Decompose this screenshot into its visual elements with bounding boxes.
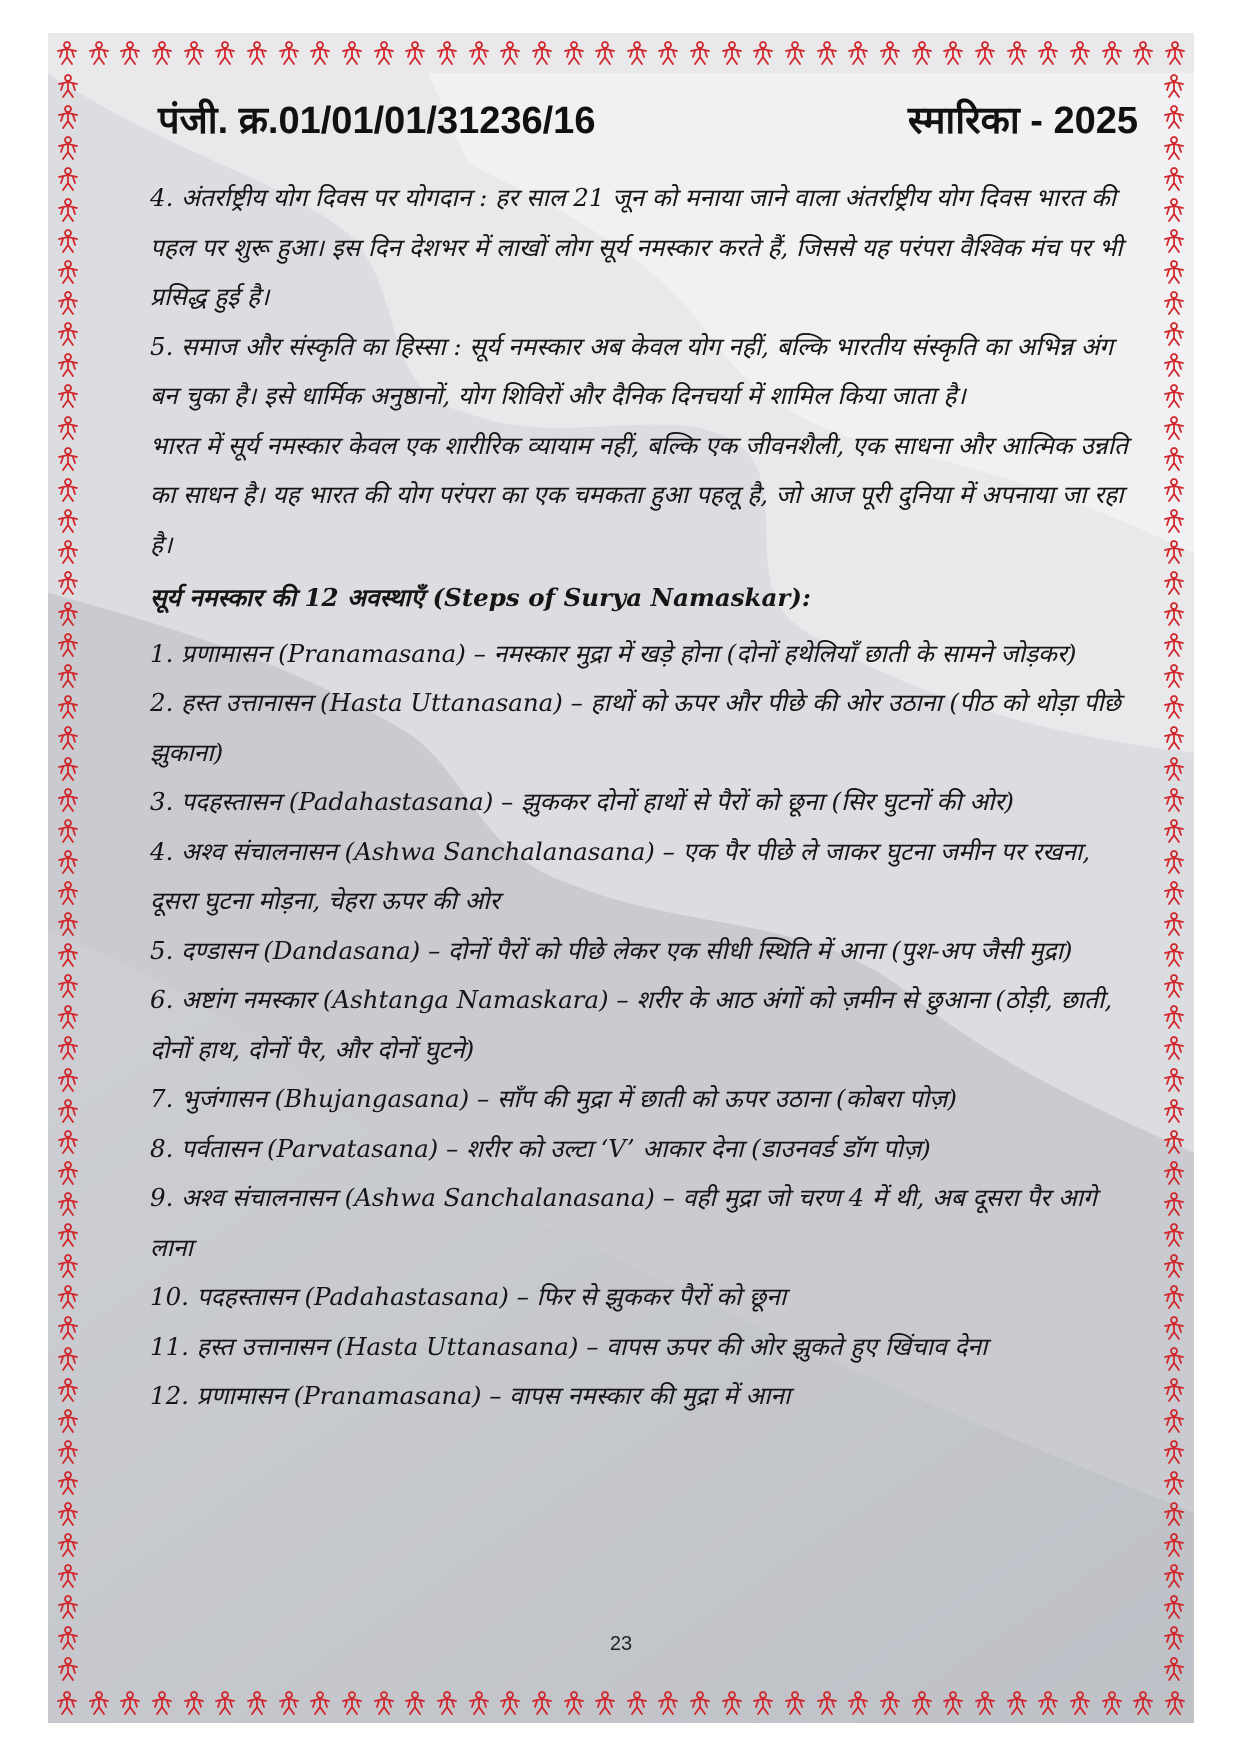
yoga-figure-icon: [1161, 197, 1187, 223]
yoga-figure-icon: [55, 756, 81, 782]
yoga-figure-icon: [1035, 1690, 1061, 1716]
yoga-figure-icon: [244, 40, 270, 66]
yoga-figure-icon: [55, 1160, 81, 1186]
yoga-figure-icon: [55, 1253, 81, 1279]
page-content: [150, 173, 1140, 1421]
yoga-figure-icon: [909, 40, 935, 66]
yoga-figure-icon: [55, 1191, 81, 1217]
yoga-figure-icon: [55, 632, 81, 658]
yoga-figure-icon: [339, 40, 365, 66]
yoga-figure-icon: [1161, 415, 1187, 441]
yoga-figure-icon: [1161, 570, 1187, 596]
yoga-figure-icon: [782, 40, 808, 66]
border-right: [1154, 73, 1194, 1683]
yoga-figure-icon: [814, 1690, 840, 1716]
yoga-figure-icon: [1004, 40, 1030, 66]
yoga-figure-icon: [149, 40, 175, 66]
yoga-figure-icon: [1161, 1563, 1187, 1589]
step-6: 6. अष्टांग नमस्कार (Ashtanga Namaskara) – शरीर के आठ अंगों को ज़मीन से छुआना (ठोड़ी, छाती, दोनों हाथ, दोनों पैर, और दोनों घुटने): [150, 985, 1113, 1064]
yoga-figure-icon: [1161, 477, 1187, 503]
yoga-figure-icon: [972, 1690, 998, 1716]
yoga-figure-icon: [1099, 1690, 1125, 1716]
registration-number: पंजी. क्र.01/01/01/31236/16: [158, 100, 596, 142]
yoga-figure-icon: [55, 1656, 81, 1682]
yoga-figure-icon: [55, 570, 81, 596]
yoga-figure-icon: [1161, 166, 1187, 192]
yoga-figure-icon: [1161, 1346, 1187, 1372]
step-11: 11. हस्त उत्तानासन (Hasta Uttanasana) – वापस ऊपर की ओर झुकते हुए खिंचाव देना: [150, 1331, 988, 1361]
yoga-figure-icon: [55, 1439, 81, 1465]
yoga-figure-icon: [1130, 40, 1156, 66]
yoga-figure-icon: [55, 1067, 81, 1093]
yoga-figure-icon: [655, 40, 681, 66]
yoga-figure-icon: [1161, 725, 1187, 751]
yoga-figure-icon: [1161, 1035, 1187, 1061]
yoga-figure-icon: [55, 694, 81, 720]
yoga-figure-icon: [877, 1690, 903, 1716]
yoga-figure-icon: [54, 1690, 80, 1716]
border-left: [48, 73, 88, 1683]
yoga-figure-icon: [55, 1532, 81, 1558]
yoga-figure-icon: [845, 1690, 871, 1716]
yoga-figure-icon: [55, 1284, 81, 1310]
yoga-figure-icon: [371, 1690, 397, 1716]
yoga-figure-icon: [55, 1408, 81, 1434]
yoga-figure-icon: [1161, 508, 1187, 534]
yoga-figure-icon: [55, 1501, 81, 1527]
yoga-figure-icon: [940, 40, 966, 66]
yoga-figure-icon: [181, 40, 207, 66]
yoga-figure-icon: [55, 1563, 81, 1589]
yoga-figure-icon: [55, 539, 81, 565]
yoga-figure-icon: [55, 352, 81, 378]
yoga-figure-icon: [1161, 539, 1187, 565]
yoga-figure-icon: [1161, 1501, 1187, 1527]
yoga-figure-icon: [814, 40, 840, 66]
yoga-figure-icon: [402, 40, 428, 66]
yoga-figure-icon: [497, 40, 523, 66]
yoga-figure-icon: [55, 477, 81, 503]
yoga-figure-icon: [1161, 1594, 1187, 1620]
yoga-figure-icon: [434, 1690, 460, 1716]
yoga-figure-icon: [1161, 1439, 1187, 1465]
yoga-figure-icon: [55, 290, 81, 316]
yoga-figure-icon: [307, 40, 333, 66]
yoga-figure-icon: [149, 1690, 175, 1716]
yoga-figure-icon: [1161, 1656, 1187, 1682]
yoga-figure-icon: [1161, 104, 1187, 130]
yoga-figure-icon: [307, 1690, 333, 1716]
yoga-figure-icon: [497, 1690, 523, 1716]
yoga-figure-icon: [1161, 321, 1187, 347]
yoga-figure-icon: [592, 40, 618, 66]
yoga-figure-icon: [244, 1690, 270, 1716]
yoga-figure-icon: [845, 40, 871, 66]
yoga-figure-icon: [1067, 40, 1093, 66]
step-12: 12. प्रणामासन (Pranamasana) – वापस नमस्कार की मुद्रा में आना: [150, 1381, 791, 1410]
yoga-figure-icon: [339, 1690, 365, 1716]
yoga-figure-icon: [719, 40, 745, 66]
yoga-figure-icon: [55, 880, 81, 906]
yoga-figure-icon: [434, 40, 460, 66]
yoga-figure-icon: [909, 1690, 935, 1716]
yoga-figure-icon: [1161, 1004, 1187, 1030]
yoga-figure-icon: [1161, 1098, 1187, 1124]
yoga-figure-icon: [719, 1690, 745, 1716]
yoga-figure-icon: [55, 725, 81, 751]
step-2: 2. हस्त उत्तानासन (Hasta Uttanasana) – हाथों को ऊपर और पीछे की ओर उठाना (पीठ को थोड़ा पीछे झुकाना): [150, 688, 1121, 767]
yoga-figure-icon: [1130, 1690, 1156, 1716]
yoga-figure-icon: [55, 415, 81, 441]
yoga-figure-icon: [1161, 1315, 1187, 1341]
yoga-figure-icon: [1161, 880, 1187, 906]
yoga-figure-icon: [1161, 849, 1187, 875]
yoga-figure-icon: [972, 40, 998, 66]
yoga-figure-icon: [687, 40, 713, 66]
paragraph-5: 5. समाज और संस्कृति का हिस्सा : सूर्य नमस्कार अब केवल योग नहीं, बल्कि भारतीय संस्कृति का अभिन्न अंग बन चुका है। इसे धार्मिक अनुष्ठानों, योग शिविरों और दैनिक दिनचर्या में शामिल किया जाता है।: [150, 331, 1114, 410]
yoga-figure-icon: [55, 1346, 81, 1372]
publication-title: स्मारिका - 2025: [907, 100, 1138, 142]
yoga-figure-icon: [1161, 1129, 1187, 1155]
step-8: 8. पर्वतासन (Parvatasana) – शरीर को उल्टा ‘V’ आकार देना (डाउनवर्ड डॉग पोज़): [150, 1133, 931, 1163]
step-5: 5. दण्डासन (Dandasana) – दोनों पैरों को पीछे लेकर एक सीधी स्थिति में आना (पुश-अप जैसी मुद्रा): [150, 935, 1073, 965]
yoga-figure-icon: [1161, 1408, 1187, 1434]
yoga-figure-icon: [86, 40, 112, 66]
yoga-figure-icon: [1161, 1377, 1187, 1403]
yoga-figure-icon: [1161, 290, 1187, 316]
yoga-figure-icon: [1161, 787, 1187, 813]
yoga-figure-icon: [276, 40, 302, 66]
border-top: [48, 33, 1194, 73]
yoga-figure-icon: [561, 40, 587, 66]
yoga-figure-icon: [55, 849, 81, 875]
yoga-figure-icon: [1035, 40, 1061, 66]
yoga-figure-icon: [687, 1690, 713, 1716]
yoga-figure-icon: [55, 383, 81, 409]
yoga-figure-icon: [624, 40, 650, 66]
yoga-figure-icon: [1161, 632, 1187, 658]
yoga-figure-icon: [1161, 973, 1187, 999]
yoga-figure-icon: [181, 1690, 207, 1716]
yoga-figure-icon: [1004, 1690, 1030, 1716]
yoga-figure-icon: [655, 1690, 681, 1716]
yoga-figure-icon: [1161, 1191, 1187, 1217]
yoga-figure-icon: [55, 321, 81, 347]
yoga-figure-icon: [117, 1690, 143, 1716]
yoga-figure-icon: [592, 1690, 618, 1716]
step-10: 10. पदहस्तासन (Padahastasana) – फिर से झुककर पैरों को छूना: [150, 1282, 787, 1311]
yoga-figure-icon: [117, 40, 143, 66]
yoga-figure-icon: [1161, 446, 1187, 472]
step-7: 7. भुजंगासन (Bhujangasana) – साँप की मुद्रा में छाती को ऊपर उठाना (कोबरा पोज़): [150, 1084, 957, 1113]
yoga-figure-icon: [940, 1690, 966, 1716]
yoga-figure-icon: [55, 1470, 81, 1496]
steps-heading: सूर्य नमस्कार की 12 अवस्थाएँ (Steps of Surya Namaskar):: [150, 583, 811, 612]
yoga-figure-icon: [371, 40, 397, 66]
yoga-figure-icon: [55, 1129, 81, 1155]
step-1: 1. प्रणामासन (Pranamasana) – नमस्कार मुद्रा में खड़े होना (दोनों हथेलियाँ छाती के सामने जोड़कर): [150, 638, 1077, 668]
yoga-figure-icon: [86, 1690, 112, 1716]
yoga-figure-icon: [1161, 383, 1187, 409]
yoga-figure-icon: [55, 1035, 81, 1061]
yoga-figure-icon: [1161, 818, 1187, 844]
yoga-figure-icon: [402, 1690, 428, 1716]
yoga-figure-icon: [1161, 911, 1187, 937]
yoga-figure-icon: [782, 1690, 808, 1716]
yoga-figure-icon: [55, 1377, 81, 1403]
yoga-figure-icon: [55, 1098, 81, 1124]
yoga-figure-icon: [1161, 663, 1187, 689]
yoga-figure-icon: [55, 973, 81, 999]
yoga-figure-icon: [529, 1690, 555, 1716]
yoga-figure-icon: [466, 1690, 492, 1716]
yoga-figure-icon: [55, 197, 81, 223]
yoga-figure-icon: [1161, 756, 1187, 782]
yoga-figure-icon: [55, 942, 81, 968]
yoga-figure-icon: [55, 446, 81, 472]
yoga-figure-icon: [55, 1315, 81, 1341]
yoga-figure-icon: [212, 40, 238, 66]
yoga-figure-icon: [1162, 1690, 1188, 1716]
yoga-figure-icon: [1161, 1067, 1187, 1093]
yoga-figure-icon: [1161, 73, 1187, 99]
yoga-figure-icon: [750, 40, 776, 66]
yoga-figure-icon: [529, 40, 555, 66]
yoga-figure-icon: [55, 259, 81, 285]
yoga-figure-icon: [877, 40, 903, 66]
yoga-figure-icon: [55, 73, 81, 99]
yoga-figure-icon: [55, 601, 81, 627]
yoga-figure-icon: [55, 104, 81, 130]
page: [48, 33, 1194, 1723]
yoga-figure-icon: [1161, 1160, 1187, 1186]
yoga-figure-icon: [55, 787, 81, 813]
yoga-figure-icon: [55, 228, 81, 254]
yoga-figure-icon: [55, 1222, 81, 1248]
yoga-figure-icon: [561, 1690, 587, 1716]
yoga-figure-icon: [55, 166, 81, 192]
yoga-figure-icon: [1161, 694, 1187, 720]
yoga-figure-icon: [55, 508, 81, 534]
yoga-figure-icon: [55, 818, 81, 844]
yoga-figure-icon: [1161, 259, 1187, 285]
yoga-figure-icon: [276, 1690, 302, 1716]
yoga-figure-icon: [54, 40, 80, 66]
yoga-figure-icon: [212, 1690, 238, 1716]
yoga-figure-icon: [55, 911, 81, 937]
yoga-figure-icon: [1161, 1470, 1187, 1496]
yoga-figure-icon: [1161, 1284, 1187, 1310]
border-bottom: [48, 1683, 1194, 1723]
yoga-figure-icon: [55, 663, 81, 689]
yoga-figure-icon: [1161, 1253, 1187, 1279]
yoga-figure-icon: [1161, 228, 1187, 254]
yoga-figure-icon: [55, 135, 81, 161]
paragraph-summary: भारत में सूर्य नमस्कार केवल एक शारीरिक व्यायाम नहीं, बल्कि एक जीवनशैली, एक साधना और आत्मिक उन्नति का साधन है। यह भारत की योग परंपरा का एक चमकता हुआ पहलू है, जो आज पूरी दुनिया में अपनाया जा रहा है।: [150, 430, 1128, 559]
yoga-figure-icon: [624, 1690, 650, 1716]
yoga-figure-icon: [1161, 1222, 1187, 1248]
yoga-figure-icon: [1067, 1690, 1093, 1716]
yoga-figure-icon: [55, 1004, 81, 1030]
yoga-figure-icon: [1161, 135, 1187, 161]
yoga-figure-icon: [1099, 40, 1125, 66]
yoga-figure-icon: [1161, 352, 1187, 378]
step-9: 9. अश्व संचालनासन (Ashwa Sanchalanasana) – वही मुद्रा जो चरण 4 में थी, अब दूसरा पैर आगे लाना: [150, 1183, 1097, 1262]
yoga-figure-icon: [55, 1594, 81, 1620]
paragraph-4: 4. अंतर्राष्ट्रीय योग दिवस पर योगदान : हर साल 21 जून को मनाया जाने वाला अंतर्राष्ट्रीय योग दिवस भारत की पहल पर शुरू हुआ। इस दिन देशभर में लाखों लोग सूर्य नमस्कार करते हैं, जिससे यह परंपरा वैश्विक मंच पर भी प्रसिद्ध हुई है।: [150, 183, 1123, 311]
yoga-figure-icon: [1161, 1532, 1187, 1558]
step-3: 3. पदहस्तासन (Padahastasana) – झुककर दोनों हाथों से पैरों को छूना (सिर घुटनों की ओर): [150, 787, 1014, 816]
page-number: 23: [609, 1633, 633, 1655]
yoga-figure-icon: [1161, 942, 1187, 968]
step-4: 4. अश्व संचालनासन (Ashwa Sanchalanasana) – एक पैर पीछे ले जाकर घुटना जमीन पर रखना, दूसरा घुटना मोड़ना, चेहरा ऊपर की ओर: [150, 836, 1090, 915]
page-header: [158, 89, 1138, 149]
yoga-figure-icon: [1162, 40, 1188, 66]
yoga-figure-icon: [1161, 601, 1187, 627]
yoga-figure-icon: [750, 1690, 776, 1716]
yoga-figure-icon: [466, 40, 492, 66]
